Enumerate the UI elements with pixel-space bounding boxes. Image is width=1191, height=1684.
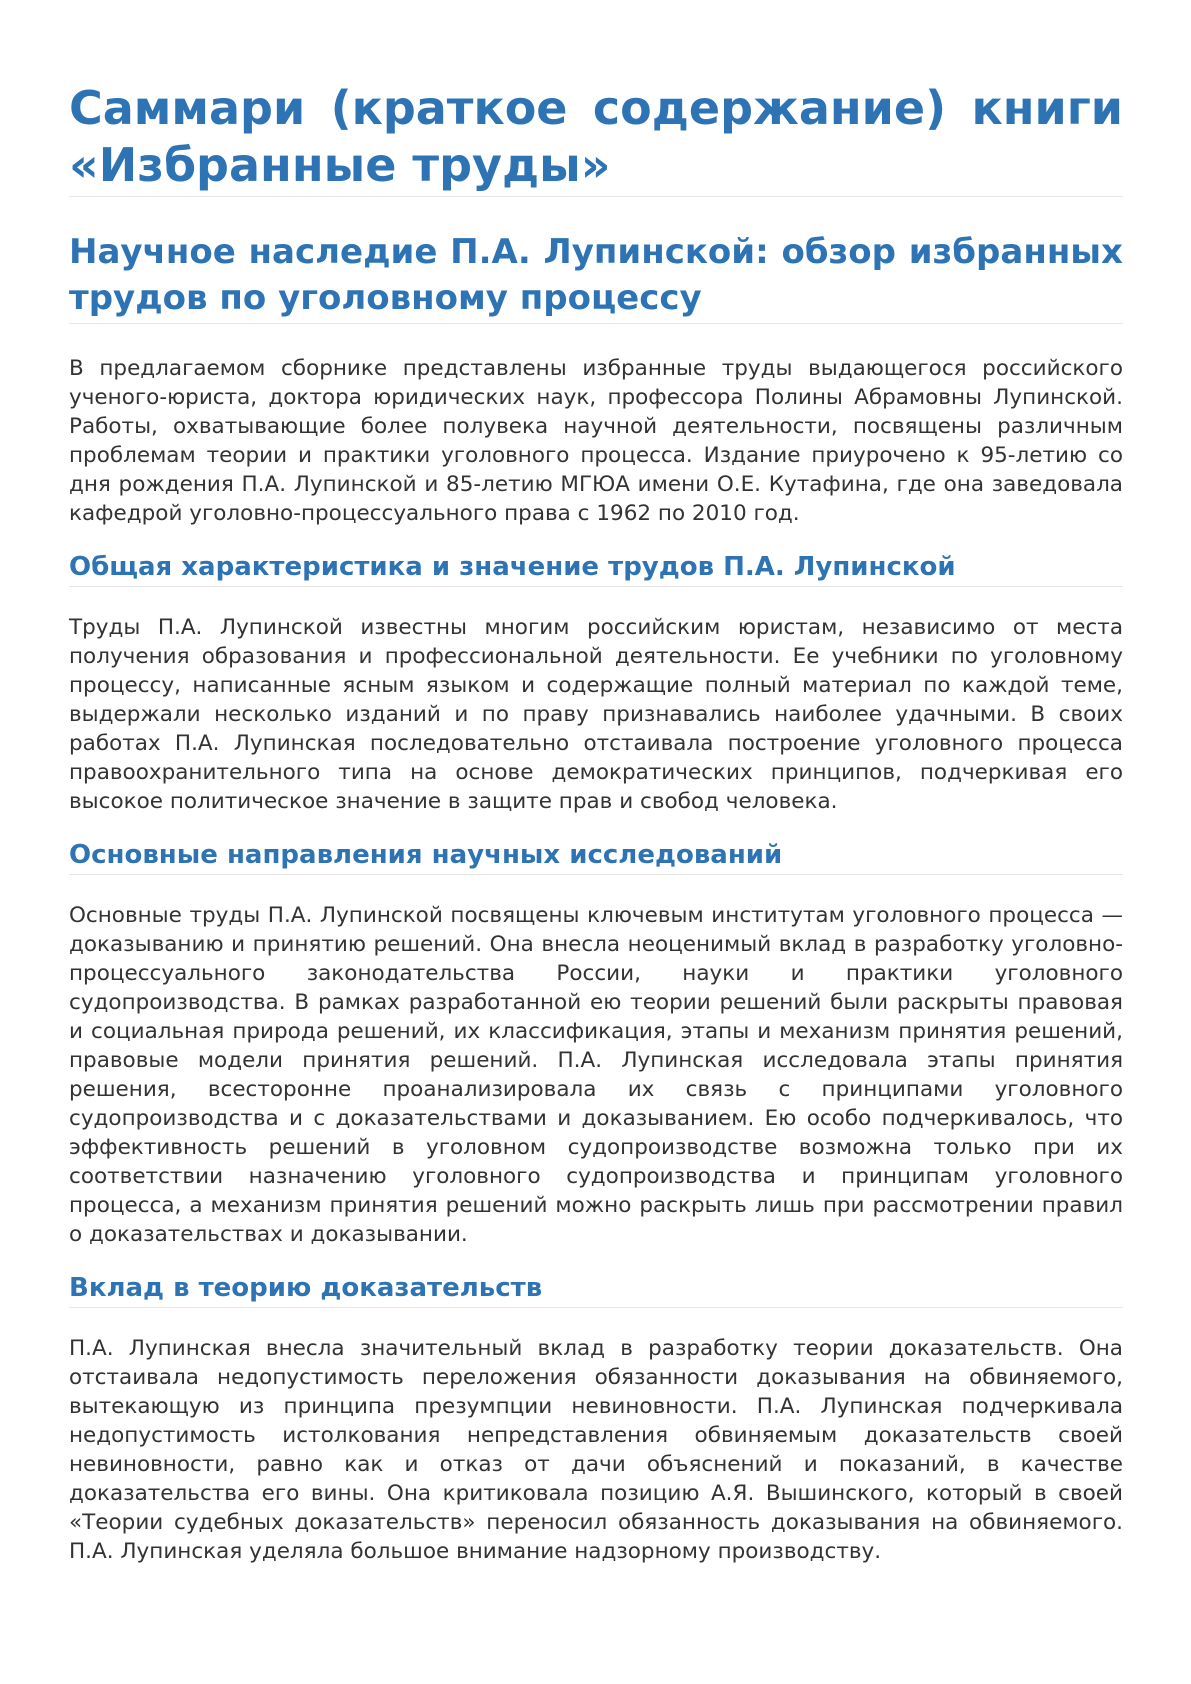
section-heading-general: Общая характеристика и значение трудов П.А. Лупинской xyxy=(69,550,1123,587)
section-text-general: Труды П.А. Лупинской известны многим российским юристам, независимо от места получения образования и профессиональной деятельности. Ее учебники по уголовному процессу, написанные ясным языком и содержащие полный материал по каждой теме, выдержали несколько изданий и по праву признавались наиболее удачными. В своих работах П.А. Лупинская последовательно отстаивала построение уголовного процесса правоохранительного типа на основе демократических принципов, подчеркивая его высокое политическое значение в защите прав и свобод человека. xyxy=(69,615,1123,814)
document-title: Саммари (краткое содержание) книги «Избранные труды» xyxy=(69,80,1123,197)
section-heading-evidence-theory: Вклад в теорию доказательств xyxy=(69,1271,1123,1308)
document-subtitle: Научное наследие П.А. Лупинской: обзор избранных трудов по уголовному процессу xyxy=(69,229,1123,324)
document-page xyxy=(69,80,1123,1566)
section-heading-research-directions: Основные направления научных исследований xyxy=(69,838,1123,875)
intro-paragraph: В предлагаемом сборнике представлены избранные труды выдающегося российского ученого-юриста, доктора юридических наук, профессора Полины Абрамовны Лупинской. Работы, охватывающие более полувека научной деятельности, посвящены различным проблемам теории и практики уголовного процесса. Издание приурочено к 95-летию со дня рождения П.А. Лупинской и 85-летию МГЮА имени О.Е. Кутафина, где она заведовала кафедрой уголовно-процессуального права с 1962 по 2010 год. xyxy=(69,356,1123,526)
section-text-evidence-theory: П.А. Лупинская внесла значительный вклад в разработку теории доказательств. Она отстаивала недопустимость переложения обязанности доказывания на обвиняемого, вытекающую из принципа презумпции невиновности. П.А. Лупинская подчеркивала недопустимость истолкования непредставления обвиняемым доказательств своей невиновности, равно как и отказ от дачи объяснений и показаний, в качестве доказательства его вины. Она критиковала позицию А.Я. Вышинского, который в своей «Теории судебных доказательств» переносил обязанность доказывания на обвиняемого. П.А. Лупинская уделяла большое внимание надзорному производству. xyxy=(69,1336,1123,1564)
section-text-research-directions: Основные труды П.А. Лупинской посвящены ключевым институтам уголовного процесса — доказыванию и принятию решений. Она внесла неоценимый вклад в разработку уголовно-процессуального законодательства России, науки и практики уголовного судопроизводства. В рамках разработанной ею теории решений были раскрыты правовая и социальная природа решений, их классификация, этапы и механизм принятия решений, правовые модели принятия решений. П.А. Лупинская исследовала этапы принятия решения, всесторонне проанализировала их связь с принципами уголовного судопроизводства и с доказательствами и доказыванием. Ею особо подчеркивалось, что эффективность решений в уголовном судопроизводстве возможна только при их соответствии назначению уголовного судопроизводства и принципам уголовного процесса, а механизм принятия решений можно раскрыть лишь при рассмотрении правил о доказательствах и доказывании. xyxy=(69,903,1123,1247)
